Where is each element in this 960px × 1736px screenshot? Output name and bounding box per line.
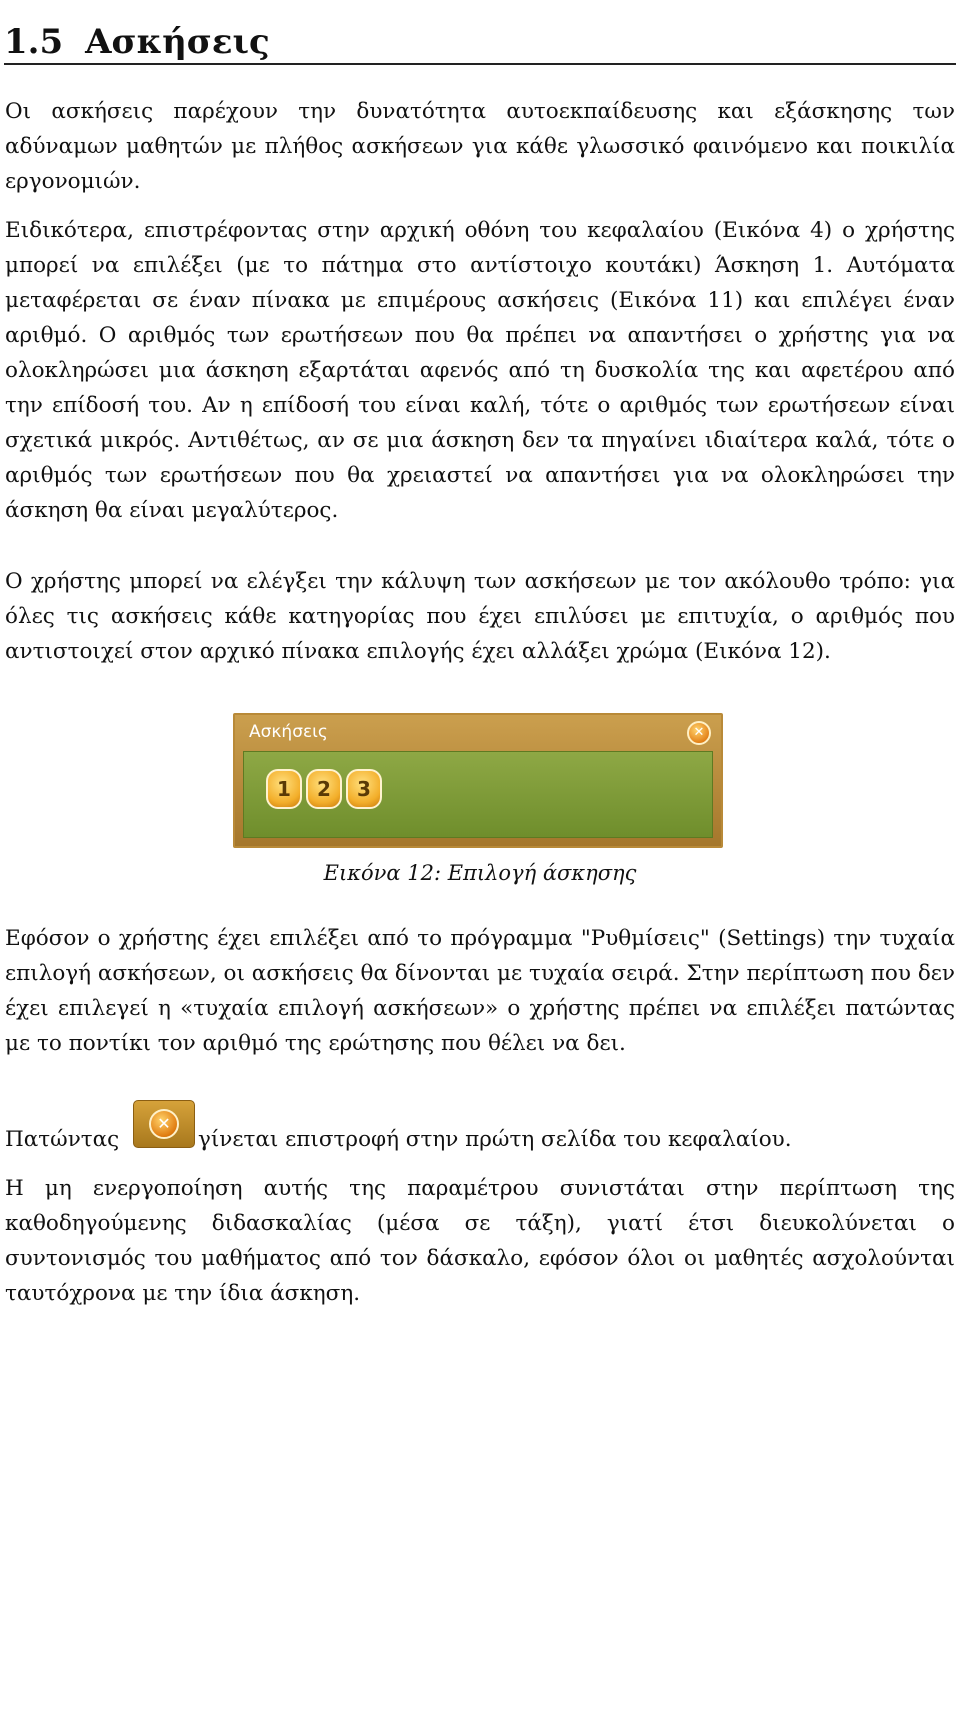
window-title: Ασκήσεις: [249, 722, 328, 742]
paragraph-details: Ειδικότερα, επιστρέφοντας στην αρχική οθόνη του κεφαλαίου (Εικόνα 4) ο χρήστης μπορεί να επιλέξει (με το πάτημα στο αντίστοιχο κουτάκι) Άσκηση 1. Αυτόματα μεταφέρεται σε έναν πίνακα με επιμέρους ασκήσεις (Εικόνα 11) και επιλέγει έναν αριθμό. Ο αριθμός των ερωτήσεων που θα πρέπει να απαντήσει ο χρήστης για να ολοκληρώσει μια άσκηση εξαρτάται αφενός από τη δυσκολία της και αφετέρου από την επίδοσή του. Αν η επίδοσή του είναι καλή, τότε ο αριθμός των ερωτήσεων είναι σχετικά μικρός. Αντιθέτως, αν σε μια άσκηση δεν τα πηγαίνει ιδιαίτερα καλά, τότε ο αριθμός των ερωτήσεων που θα χρειαστεί να απαντήσει για να ολοκληρώσει την άσκηση θα είναι μεγαλύτερος.: [5, 218, 955, 523]
close-icon[interactable]: ✕: [687, 721, 711, 745]
paragraph-close-info: [5, 1100, 955, 1150]
exercise-panel: [243, 751, 713, 838]
paragraph-recommendation: Η μη ενεργοποίηση αυτής της παραμέτρου συνιστάται στην περίπτωση της καθοδηγούμενης διδασκαλίας (μέσα σε τάξη), γιατί έτσι διευκολύνεται ο συντονισμός του μαθήματος από τον δάσκαλο, εφόσον όλοι οι μαθητές ασχολούνται ταυτόχρονα με την ίδια άσκηση.: [5, 1176, 955, 1306]
exercise-button-1[interactable]: 1: [266, 769, 302, 809]
section-heading: [4, 23, 956, 65]
section-number: 1.5: [4, 21, 64, 62]
paragraph-coverage: Ο χρήστης μπορεί να ελέγξει την κάλυψη των ασκήσεων με τον ακόλουθο τρόπο: για όλες τις ασκήσεις κάθε κατηγορίας που έχει επιλύσει με επιτυχία, ο αριθμός που αντιστοιχεί στον αρχικό πίνακα επιλογής έχει αλλάξει χρώμα (Εικόνα 12).: [5, 569, 955, 664]
paragraph-close-before: Πατώντας: [5, 1127, 120, 1152]
exercises-window-figure: [233, 713, 723, 848]
section-title: Ασκήσεις: [85, 21, 270, 62]
paragraph-settings: Εφόσον ο χρήστης έχει επιλέξει από το πρόγραμμα "Ρυθμίσεις" (Settings) την τυχαία επιλογή ασκήσεων, οι ασκήσεις θα δίνονται με τυχαία σειρά. Στην περίπτωση που δεν έχει επιλεγεί η «τυχαία επιλογή ασκήσεων» ο χρήστης πρέπει να επιλέξει πατώντας με το ποντίκι τον αριθμό της ερώτησης που θέλει να δει.: [5, 926, 955, 1056]
exercise-button-3[interactable]: 3: [346, 769, 382, 809]
figure-caption: Εικόνα 12: Επιλογή άσκησης: [323, 861, 637, 885]
window-titlebar: [235, 715, 721, 749]
close-icon: ✕: [149, 1109, 179, 1139]
inline-close-button-image: [133, 1100, 195, 1148]
paragraph-close-after: γίνεται επιστροφή στην πρώτη σελίδα του κεφαλαίου.: [198, 1127, 792, 1152]
exercise-button-2[interactable]: 2: [306, 769, 342, 809]
paragraph-intro: Οι ασκήσεις παρέχουν την δυνατότητα αυτοεκπαίδευσης και εξάσκησης των αδύναμων μαθητών με πλήθος ασκήσεων για κάθε γλωσσικό φαινόμενο και ποικιλία εργονομιών.: [5, 99, 955, 194]
